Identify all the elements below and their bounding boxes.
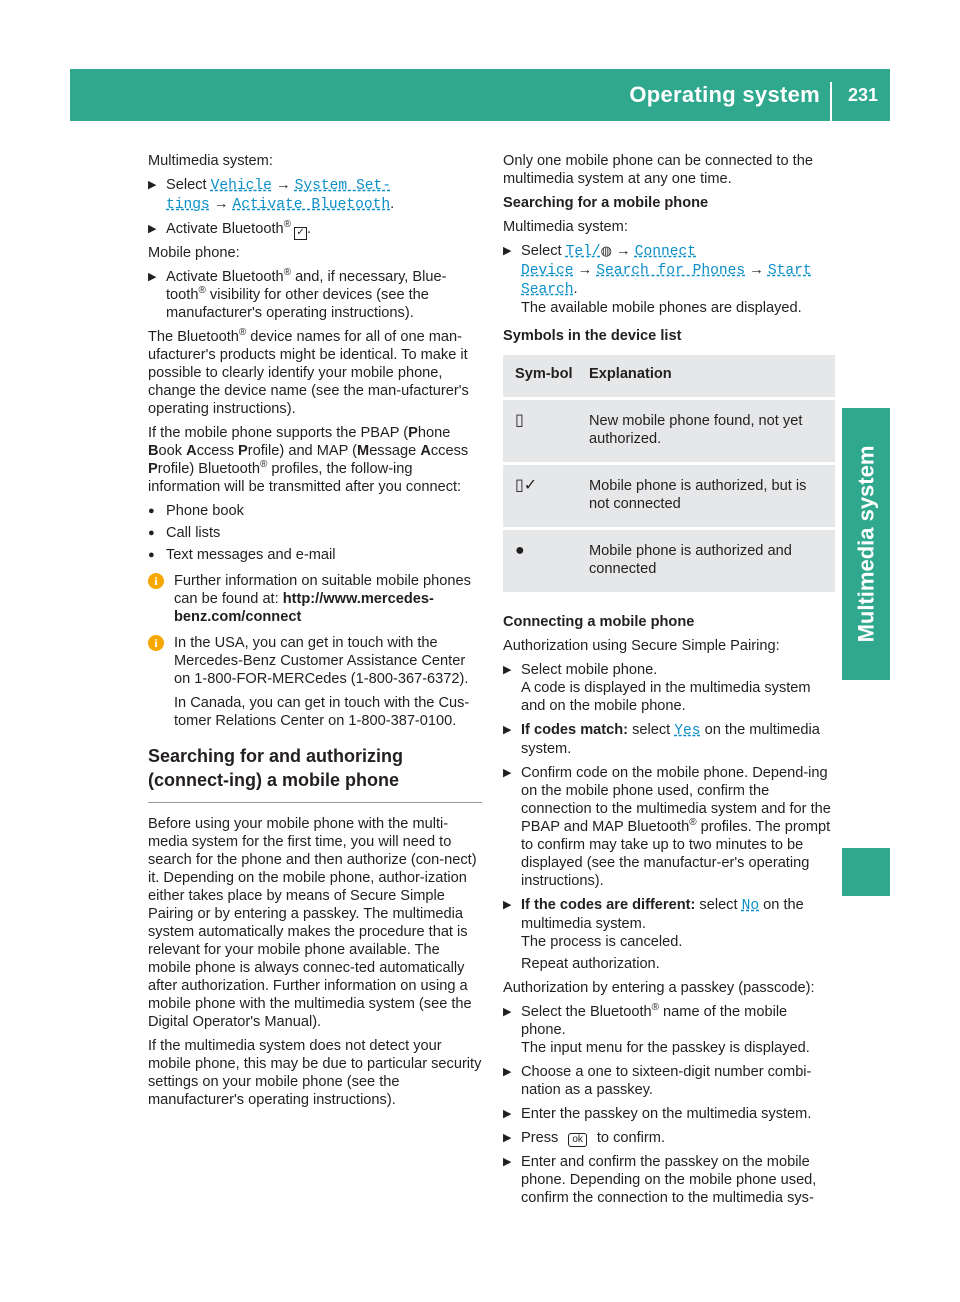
- registered-mark: ®: [689, 817, 697, 828]
- subheading: Connecting a mobile phone: [503, 614, 695, 630]
- header-bar: [70, 69, 890, 121]
- table-row: [503, 464, 835, 529]
- registered-mark: ®: [198, 285, 206, 296]
- step-arrow-icon: ▶: [503, 245, 512, 257]
- paragraph: [148, 328, 482, 418]
- list-item: [148, 524, 482, 542]
- website-link[interactable]: http://www.mercedes-benz.com/connect: [174, 591, 434, 625]
- table-cell-explanation: Mobile phone is authorized and connected: [581, 529, 835, 594]
- step: [503, 1129, 835, 1147]
- step-arrow-icon: ▶: [503, 1132, 512, 1144]
- step: [503, 896, 835, 973]
- step-result: Repeat authorization.: [521, 956, 660, 972]
- text: essage: [369, 443, 421, 459]
- paragraph: Authorization by entering a passkey (passcode):: [503, 980, 815, 996]
- step-text: on the multimedia system.: [521, 897, 804, 932]
- page-number: 231: [847, 85, 878, 105]
- bullet-icon: ●: [148, 505, 155, 517]
- step-condition: If the codes are different:: [521, 897, 696, 913]
- punct: .: [573, 281, 578, 297]
- paragraph: Mobile phone:: [148, 245, 240, 261]
- step-text: name of the mobile phone.: [521, 1004, 788, 1038]
- table-header-row: [503, 355, 835, 399]
- step: [503, 721, 835, 758]
- arrow-text: →: [209, 196, 233, 212]
- column-header-symbol: Sym-bol: [503, 355, 581, 399]
- registered-mark: ®: [238, 327, 247, 338]
- registered-mark: ®: [283, 219, 292, 230]
- bold-letter: P: [238, 443, 248, 459]
- bold-letter: A: [420, 443, 431, 459]
- table-cell-explanation: New mobile phone found, not yet authorized.: [581, 399, 835, 464]
- step-arrow-icon: ▶: [503, 1108, 512, 1120]
- menu-item-connect-device[interactable]: Connect: [634, 244, 697, 260]
- registered-mark: ®: [651, 1002, 659, 1013]
- punct: .: [307, 221, 312, 237]
- step-result: The process is canceled.: [521, 934, 683, 950]
- step-text: Select the Bluetooth: [521, 1004, 652, 1020]
- globe-icon: ◍: [600, 243, 612, 258]
- step-text: select: [695, 897, 742, 913]
- info-icon: i: [148, 635, 164, 651]
- step-text: Confirm code on the mobile phone. Depend-ing on the mobile phone used, confirm the connection to the multimedia system and for the PBAP and MAP Bluetooth: [521, 765, 831, 835]
- step: [503, 1003, 835, 1057]
- registered-mark: ®: [259, 459, 268, 470]
- step-text: Activate Bluetooth: [166, 221, 284, 237]
- info-text: In the USA, you can get in touch with the Mercedes-Benz Customer Assistance Center on 1-800-FOR-MERCedes (1-800-367-6372).: [174, 635, 469, 687]
- arrow-text: →: [573, 262, 597, 278]
- step-text: Select: [521, 243, 566, 259]
- step-arrow-icon: ▶: [503, 664, 512, 676]
- step-result: The available mobile phones are displayed.: [521, 300, 802, 316]
- step-arrow-icon: ▶: [148, 179, 157, 191]
- step: [503, 661, 835, 715]
- list-item: [148, 502, 482, 520]
- step-arrow-icon: ▶: [503, 767, 512, 779]
- side-tab-label: Multimedia system: [853, 445, 878, 643]
- step-text: on the multimedia system.: [521, 722, 820, 757]
- arrow-text: →: [612, 243, 635, 259]
- text: The Bluetooth: [148, 329, 239, 345]
- menu-item-search-for-phones[interactable]: Search for Phones: [596, 263, 746, 279]
- step-arrow-icon: ▶: [503, 899, 512, 911]
- bold-letter: M: [357, 443, 370, 459]
- new-phone-icon: ▯: [503, 399, 581, 464]
- bold-letter: P: [148, 461, 158, 477]
- column-header-explanation: Explanation: [581, 355, 835, 399]
- table-row: [503, 399, 835, 464]
- symbols-table: [503, 355, 835, 595]
- paragraph: Multimedia system:: [148, 153, 273, 169]
- checkbox-icon: ✓: [294, 227, 307, 240]
- bullet-icon: ●: [148, 527, 155, 539]
- paragraph: If the multimedia system does not detect your mobile phone, this may be due to particular security settings on your mobile phone (see the manufacturer's operating instructions).: [148, 1038, 482, 1108]
- list-item-text: Phone book: [166, 503, 244, 519]
- step-text: select: [628, 722, 675, 738]
- side-tab-label-wrap: [842, 408, 890, 680]
- step-text: Press: [521, 1130, 559, 1146]
- paragraph: [148, 424, 482, 496]
- step-result: The input menu for the passkey is displayed.: [521, 1040, 810, 1056]
- punct: .: [390, 196, 395, 212]
- step-result: A code is displayed in the multimedia system and on the mobile phone.: [521, 680, 811, 714]
- connected-dot-icon: ●: [503, 529, 581, 594]
- step-text: Enter and confirm the passkey on the mobile phone. Depending on the mobile phone used, confirm the connection to the multimedia sys-: [521, 1154, 817, 1206]
- step: [503, 1153, 835, 1207]
- subheading: Symbols in the device list: [503, 328, 682, 344]
- menu-item-tel[interactable]: Tel/: [565, 244, 601, 260]
- menu-item-system-settings-cont[interactable]: tings: [166, 197, 210, 213]
- step-arrow-icon: ▶: [148, 271, 157, 283]
- step-text: visibility for other devices (see the manufacturer's operating instructions).: [166, 287, 429, 321]
- text: rofile) and MAP (: [247, 443, 358, 459]
- step-arrow-icon: ▶: [148, 223, 157, 235]
- list-item-text: Call lists: [166, 525, 221, 541]
- step-text: Enter the passkey on the multimedia system.: [521, 1106, 812, 1122]
- menu-item-connect-device-cont[interactable]: Device: [521, 263, 574, 279]
- bold-letter: A: [186, 443, 197, 459]
- text: profiles, the follow-ing information will be transmitted after you connect:: [148, 461, 462, 495]
- step-text: Choose a one to sixteen-digit number combi-nation as a passkey.: [521, 1064, 812, 1098]
- table-cell-explanation: Mobile phone is authorized, but is not connected: [581, 464, 835, 529]
- step-text: and, if necessary, Blue-: [291, 269, 447, 285]
- text: ccess: [196, 443, 239, 459]
- step: [503, 242, 835, 317]
- arrow-text: →: [745, 262, 768, 278]
- text: rofile) Bluetooth: [157, 461, 260, 477]
- info-text: Further information on suitable mobile phones can be found at:: [174, 573, 471, 607]
- step-text: Select mobile phone.: [521, 662, 658, 678]
- text: If the mobile phone supports the PBAP (: [148, 425, 409, 441]
- header-title: Operating system: [629, 82, 820, 107]
- info-note: [148, 634, 482, 730]
- menu-item-vehicle[interactable]: Vehicle: [210, 178, 272, 194]
- step: [148, 268, 482, 322]
- step: [503, 1063, 835, 1099]
- step: [503, 764, 835, 890]
- bold-letter: P: [408, 425, 418, 441]
- paragraph: Authorization using Secure Simple Pairing:: [503, 638, 780, 654]
- step: [148, 176, 482, 214]
- text: hone: [417, 425, 451, 441]
- step-text: to confirm.: [596, 1130, 665, 1146]
- menu-item-activate-bluetooth[interactable]: Activate Bluetooth: [232, 197, 391, 213]
- right-column: [503, 152, 835, 1213]
- step-text: Select: [166, 177, 211, 193]
- side-tab-marker: [842, 848, 890, 896]
- subheading: Searching for a mobile phone: [503, 195, 709, 211]
- section-heading: Searching for and authorizing (connect-ing) a mobile phone: [148, 744, 482, 803]
- bullet-icon: ●: [148, 549, 155, 561]
- paragraph: Before using your mobile phone with the multi-media system for the first time, you will need to search for the phone and then authorize (con-nect) it. Depending on the mobile phone, author-ization either takes place by means of Secure Simple Pairing or by entering a passkey. The multimedia system automatically makes the procedure that is relevant for your mobile phone available. The mobile phone is always connec-ted automatically after authorization. Further information on using a mobile phone with the multimedia system (see the Digital Operator's Manual).: [148, 816, 477, 1030]
- ok-button-icon: ok: [568, 1133, 587, 1147]
- menu-item-system-settings[interactable]: System Set‐: [294, 178, 391, 194]
- list-item: [148, 546, 482, 564]
- step-text: Activate Bluetooth: [166, 269, 284, 285]
- paragraph: Only one mobile phone can be connected to the multimedia system at any one time.: [503, 153, 813, 187]
- step-arrow-icon: ▶: [503, 724, 512, 736]
- left-column: [148, 152, 482, 1115]
- step-text: profiles. The prompt to confirm may take up to two minutes to be displayed (see the manufactur-er's operating instructions).: [521, 819, 831, 889]
- menu-item-yes[interactable]: Yes: [674, 723, 701, 739]
- info-note: [148, 572, 482, 626]
- info-icon: i: [148, 573, 164, 589]
- step: [148, 220, 482, 238]
- text: device names for all of one man-ufacturer's products might be identical. To make it possible to clearly identify your mobile phone, change the device name (see the man-ufacturer's operating instructions).: [148, 329, 469, 417]
- menu-item-start-search-cont[interactable]: Search: [521, 282, 574, 298]
- step-text: tooth: [166, 287, 199, 303]
- header-divider: [830, 82, 832, 121]
- paragraph: Multimedia system:: [503, 219, 628, 235]
- text: ook: [158, 443, 187, 459]
- arrow-text: →: [271, 177, 295, 193]
- menu-item-start-search[interactable]: Start: [767, 263, 812, 279]
- step-arrow-icon: ▶: [503, 1156, 512, 1168]
- text: ccess: [430, 443, 469, 459]
- list-item-text: Text messages and e-mail: [166, 547, 336, 563]
- info-text: In Canada, you can get in touch with the Cus-tomer Relations Center on 1-800-387-0100.: [174, 695, 470, 729]
- registered-mark: ®: [283, 267, 292, 278]
- bold-letter: B: [148, 443, 159, 459]
- menu-item-no[interactable]: No: [741, 898, 760, 914]
- step-condition: If codes match:: [521, 722, 629, 738]
- step-arrow-icon: ▶: [503, 1006, 512, 1018]
- step: [503, 1105, 835, 1123]
- step-arrow-icon: ▶: [503, 1066, 512, 1078]
- authorized-phone-icon: ▯✓: [503, 464, 581, 529]
- table-row: [503, 529, 835, 594]
